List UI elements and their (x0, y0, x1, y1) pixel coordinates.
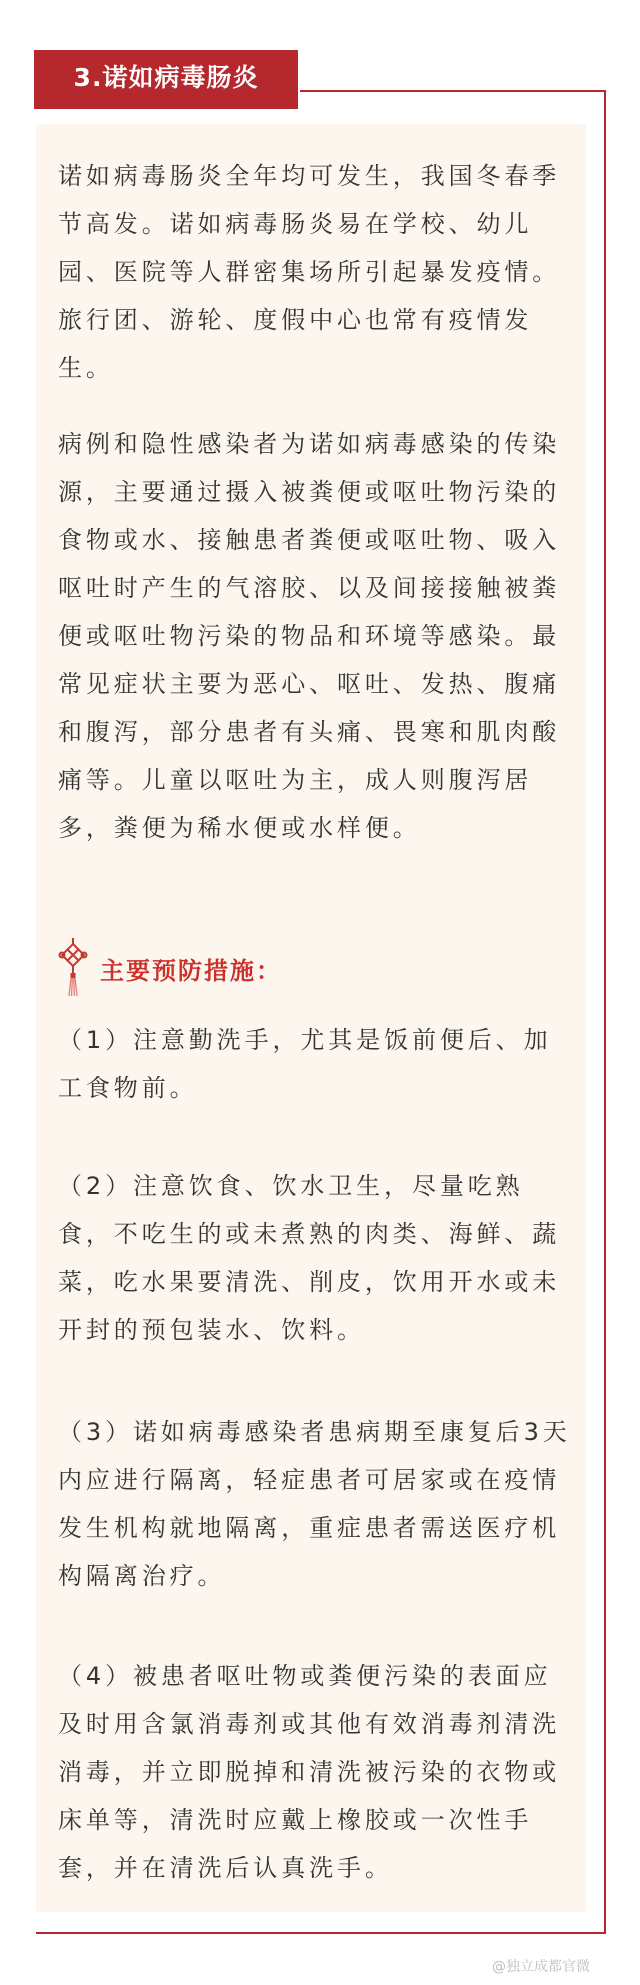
frame-right-line (604, 90, 606, 1934)
frame-top-line (300, 90, 606, 92)
chinese-knot-icon (58, 938, 88, 998)
paragraph-overview: 诺如病毒肠炎全年均可发生，我国冬春季节高发。诺如病毒肠炎易在学校、幼儿园、医院等人群密集场所引起暴发疫情。旅行团、游轮、度假中心也常有疫情发生。 (58, 162, 561, 382)
measures-heading (58, 938, 282, 998)
measure-item-2: （2）注意饮食、饮水卫生，尽量吃熟食，不吃生的或未煮熟的肉类、海鲜、蔬菜，吃水果要清洗、削皮，饮用开水或未开封的预包装水、饮料。 (58, 1172, 561, 1344)
watermark: @独立成都官微 (492, 1959, 590, 1975)
measure-item-4: （4）被患者呕吐物或粪便污染的表面应及时用含氯消毒剂或其他有效消毒剂清洗消毒，并立即脱掉和清洗被污染的衣物或床单等，清洗时应戴上橡胶或一次性手套，并在清洗后认真洗手。 (58, 1662, 561, 1882)
section-title-underline (34, 106, 298, 109)
paragraph-transmission: 病例和隐性感染者为诺如病毒感染的传染源，主要通过摄入被粪便或呕吐物污染的食物或水、接触患者粪便或呕吐物、吸入呕吐时产生的气溶胶、以及间接接触被粪便或呕吐物污染的物品和环境等感染。最常见症状主要为恶心、呕吐、发热、腹痛和腹泻，部分患者有头痛、畏寒和肌肉酸痛等。儿童以呕吐为主，成人则腹泻居多，粪便为稀水便或水样便。 (58, 430, 561, 842)
section-title: 3.诺如病毒肠炎 (34, 50, 298, 106)
measures-label: 主要预防措施： (100, 956, 282, 985)
frame-bottom-line (36, 1932, 606, 1934)
measure-item-1: （1）注意勤洗手，尤其是饭前便后、加工食物前。 (58, 1026, 552, 1102)
measure-item-3: （3）诺如病毒感染者患病期至康复后3天内应进行隔离，轻症患者可居家或在疫情发生机构就地隔离，重症患者需送医疗机构隔离治疗。 (58, 1418, 571, 1590)
